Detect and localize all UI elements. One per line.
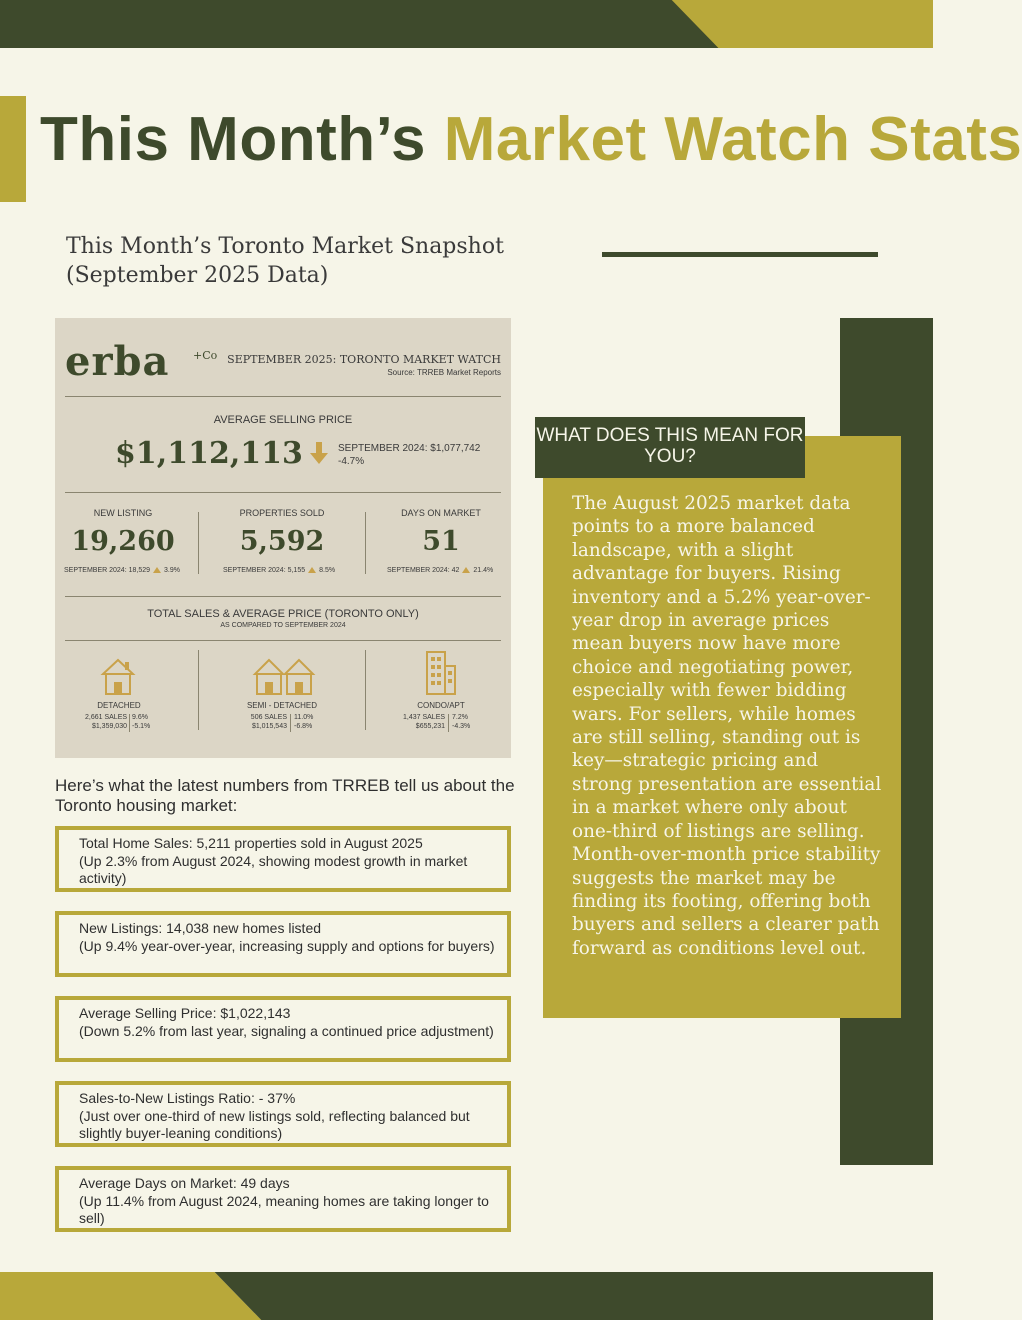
avg-price-compare: SEPTEMBER 2024: $1,077,742 (338, 443, 481, 454)
market-snapshot-infographic (55, 318, 511, 758)
change-text: 3.9% (164, 567, 180, 574)
arrow-up-icon (462, 567, 470, 573)
page-title-part2: Market Watch Stats (443, 105, 1022, 174)
house-icon (101, 658, 135, 696)
card-line1: New Listings: 14,038 new homes listed (79, 920, 322, 936)
properties-sold-value: 5,592 (239, 526, 325, 557)
semi-detached-sales-change: 11.0% (294, 714, 314, 721)
divider (65, 640, 501, 641)
page-subtitle (66, 232, 586, 290)
subtitle-line1: This Month’s Toronto Market Snapshot (66, 234, 504, 259)
meaning-panel (543, 436, 901, 1018)
arrow-up-icon (153, 567, 161, 573)
stat-card-sales-ratio (55, 1081, 511, 1147)
page-title (40, 100, 1022, 180)
change-text: 8.5% (319, 567, 336, 574)
semi-detached-icon (253, 658, 315, 696)
days-on-market-value: 51 (422, 526, 460, 557)
card-line1: Total Home Sales: 5,211 properties sold in August 2025 (79, 835, 423, 851)
stat-card-avg-price (55, 996, 511, 1062)
divider (290, 714, 291, 732)
divider (198, 650, 199, 730)
avg-price-change: -4.7% (338, 456, 365, 467)
totals-title: TOTAL SALES & AVERAGE PRICE (TORONTO ONLY) (147, 608, 419, 620)
stat-card-total-sales (55, 826, 511, 892)
snapshot-heading: SEPTEMBER 2025: TORONTO MARKET WATCH (227, 353, 501, 366)
avg-price-value: $1,112,113 (115, 436, 303, 471)
card-line2: (Up 9.4% year-over-year, increasing supply and options for buyers) (79, 937, 495, 954)
page-title-part1: This Month’s (40, 105, 426, 174)
title-accent-bar (0, 96, 26, 202)
totals-subtitle: AS COMPARED TO SEPTEMBER 2024 (220, 622, 346, 629)
new-listing-value: 19,260 (71, 526, 175, 557)
stat-card-new-listings (55, 911, 511, 977)
erba-logo-suffix: +Co (193, 349, 218, 362)
condo-building-icon (425, 650, 457, 696)
divider (198, 512, 199, 574)
compare-text: SEPTEMBER 2024: 5,155 (223, 567, 306, 574)
semi-detached-price: $1,015,543 (251, 723, 287, 730)
divider (65, 492, 501, 493)
erba-logo: erba (65, 338, 170, 385)
compare-text: SEPTEMBER 2024: 18,529 (64, 567, 150, 574)
snapshot-source: Source: TRREB Market Reports (387, 368, 501, 377)
card-line1: Sales-to-New Listings Ratio: - 37% (79, 1090, 296, 1106)
subtitle-line2: (September 2025 Data) (66, 263, 329, 288)
card-line2: (Down 5.2% from last year, signaling a continued price adjustment) (79, 1022, 494, 1039)
condo-label: CONDO/APT (417, 701, 465, 710)
subtitle-rule (602, 252, 878, 257)
days-on-market-label: DAYS ON MARKET (401, 508, 481, 518)
meaning-text: The August 2025 market data points to a more balanced landscape, with a slight advantage for buyers. Rising inventory and a 5.2% year-over-year drop in average prices mean buyers now have more choice and negotiating power, especially with fewer bidding wars. For sellers, while homes are still selling, standing out is key—strategic pricing and strong presentation are essential in a market where only about one-third of listings are selling. Month-over-month price stability suggests the market may be finding its footing, offering both buyers and sellers a clearer path forward as conditions level out. (572, 493, 882, 959)
arrow-up-icon (308, 567, 316, 573)
detached-sales: 2,661 SALES (85, 714, 128, 721)
intro-text: Here’s what the latest numbers from TRREB tell us about the Toronto housing market: (55, 776, 515, 815)
divider (365, 512, 366, 574)
avg-price-label: AVERAGE SELLING PRICE (213, 414, 353, 426)
card-line2: (Just over one-third of new listings sold, reflecting balanced but slightly buyer-leaning conditions) (79, 1107, 470, 1141)
semi-detached-sales: 506 SALES (250, 714, 287, 721)
condo-price: $655,231 (415, 723, 445, 730)
card-line2: (Up 11.4% from August 2024, meaning homes are taking longer to sell) (79, 1192, 489, 1226)
properties-sold-compare (223, 567, 335, 574)
detached-label: DETACHED (97, 701, 141, 710)
divider (129, 714, 130, 732)
card-line2: (Up 2.3% from August 2024, showing modest growth in market activity) (79, 852, 468, 886)
condo-sales: 1,437 SALES (403, 714, 446, 721)
compare-text: SEPTEMBER 2024: 42 (387, 567, 460, 574)
days-on-market-compare (387, 567, 493, 574)
divider (448, 714, 449, 732)
stat-card-days-on-market (55, 1166, 511, 1232)
new-listing-label: NEW LISTING (93, 508, 153, 518)
detached-sales-change: 9.6% (132, 714, 148, 721)
card-line1: Average Days on Market: 49 days (79, 1175, 290, 1191)
meaning-label: WHAT DOES THIS MEAN FOR YOU? (535, 417, 805, 478)
divider (65, 596, 501, 597)
arrow-down-icon (310, 442, 328, 464)
divider (365, 650, 366, 730)
condo-price-change: -4.3% (452, 723, 471, 730)
properties-sold-label: PROPERTIES SOLD (239, 508, 325, 518)
semi-detached-label: SEMI - DETACHED (246, 701, 318, 710)
change-text: 21.4% (473, 567, 494, 574)
semi-detached-price-change: -6.8% (294, 723, 313, 730)
condo-sales-change: 7.2% (452, 714, 468, 721)
detached-price: $1,359,030 (91, 723, 127, 730)
card-line1: Average Selling Price: $1,022,143 (79, 1005, 291, 1021)
detached-price-change: -5.1% (132, 723, 151, 730)
new-listing-compare (64, 567, 180, 574)
divider (65, 396, 501, 397)
